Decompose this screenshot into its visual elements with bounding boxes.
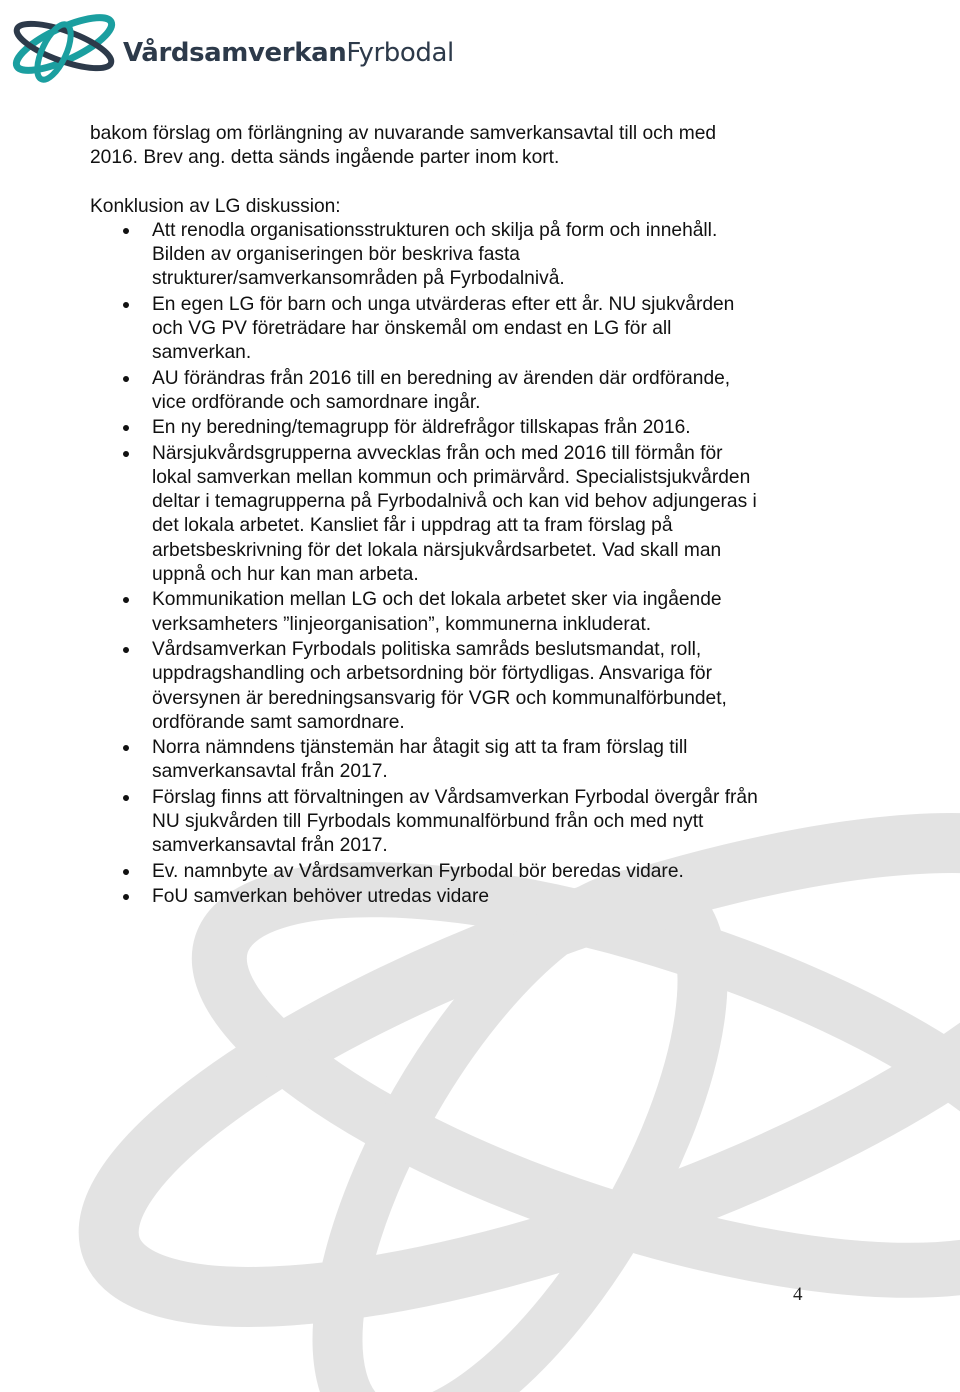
bullet-line: uppdragshandling och arbetsordning bör förtydligas. Ansvariga för [152, 663, 712, 685]
logo-brand-bold: Vårdsamverkan [123, 38, 347, 68]
bullet-item [152, 885, 820, 909]
logo-emblem-icon [4, 2, 124, 88]
bullet-line: AU förändras från 2016 till en beredning av ärenden där ordförande, [152, 367, 731, 389]
bullet-line: Vårdsamverkan Fyrbodals politiska samråds beslutsmandat, roll, [152, 638, 702, 660]
bullet-line: och VG PV företrädare har önskemål om endast en LG för all [152, 318, 672, 340]
bullet-line: uppnå och hur kan man arbeta. [152, 564, 419, 586]
bullet-line: översynen är beredningsansvarig för VGR och kommunalförbundet, [152, 687, 727, 709]
logo-wordmark [123, 38, 454, 68]
bullet-line: samverkansavtal från 2017. [152, 761, 388, 783]
bullet-line: FoU samverkan behöver utredas vidare [152, 885, 490, 907]
bullet-line: samverkansavtal från 2017. [152, 835, 388, 857]
bullet-item [152, 736, 820, 785]
bullet-line: arbetsbeskrivning för det lokala närsjukvårdsarbetet. Vad skall man [152, 539, 722, 561]
conclusion-heading: Konklusion av LG diskussion: [90, 195, 341, 217]
bullet-item [152, 786, 820, 859]
bullet-line: ordförande samt samordnare. [152, 711, 405, 733]
bullet-line: Norra nämndens tjänstemän har åtagit sig att ta fram förslag till [152, 737, 688, 759]
bullet-line: deltar i temagrupperna på Fyrbodalnivå och kan vid behov adjungeras i [152, 491, 757, 513]
bullet-line: En ny beredning/temagrupp för äldrefrågor tillskapas från 2016. [152, 417, 691, 439]
bullet-line: NU sjukvården till Fyrbodals kommunalförbund från och med nytt [152, 811, 704, 833]
vardsamverkan-logo [4, 2, 454, 90]
bullet-line: Bilden av organiseringen bör beskriva fasta [152, 244, 520, 266]
bullet-item [152, 219, 820, 292]
bullet-line: Att renodla organisationsstrukturen och skilja på form och innehåll. [152, 219, 718, 241]
bullet-line: Ev. namnbyte av Vårdsamverkan Fyrbodal bör beredas vidare. [152, 860, 684, 882]
logo-brand-light: Fyrbodal [346, 38, 454, 68]
bullet-line: verksamheters ”linjeorganisation”, kommunerna inkluderat. [152, 613, 652, 635]
bullet-line: Kommunikation mellan LG och det lokala arbetet sker via ingående [152, 589, 722, 611]
bullet-item [152, 416, 820, 440]
bullet-line: det lokala arbetet. Kansliet får i uppdrag att ta fram förslag på [152, 515, 673, 537]
conclusion-list [90, 219, 820, 909]
bullet-line: lokal samverkan mellan kommun och primärvård. Specialistsjukvården [152, 466, 751, 488]
bullet-line: strukturer/samverkansområden på Fyrbodalnivå. [152, 268, 565, 290]
bullet-line: samverkan. [152, 342, 252, 364]
page-number: 4 [793, 1284, 803, 1305]
bullet-line: Närsjukvårdsgrupperna avvecklas från och med 2016 till förmån för [152, 442, 723, 464]
bullet-line: En egen LG för barn och unga utvärderas efter ett år. NU sjukvården [152, 293, 735, 315]
bullet-line: vice ordförande och samordnare ingår. [152, 391, 481, 413]
bullet-item [152, 367, 820, 416]
bullet-item [152, 638, 820, 735]
bullet-item [152, 860, 820, 884]
document-body [90, 122, 820, 910]
bullet-item [152, 293, 820, 366]
intro-line: 2016. Brev ang. detta sänds ingående parter inom kort. [90, 147, 560, 169]
bullet-item [152, 442, 820, 588]
intro-line: bakom förslag om förlängning av nuvarande samverkansavtal till och med [90, 123, 717, 144]
bullet-line: Förslag finns att förvaltningen av Vårdsamverkan Fyrbodal övergår från [152, 786, 758, 808]
bullet-item [152, 588, 820, 637]
